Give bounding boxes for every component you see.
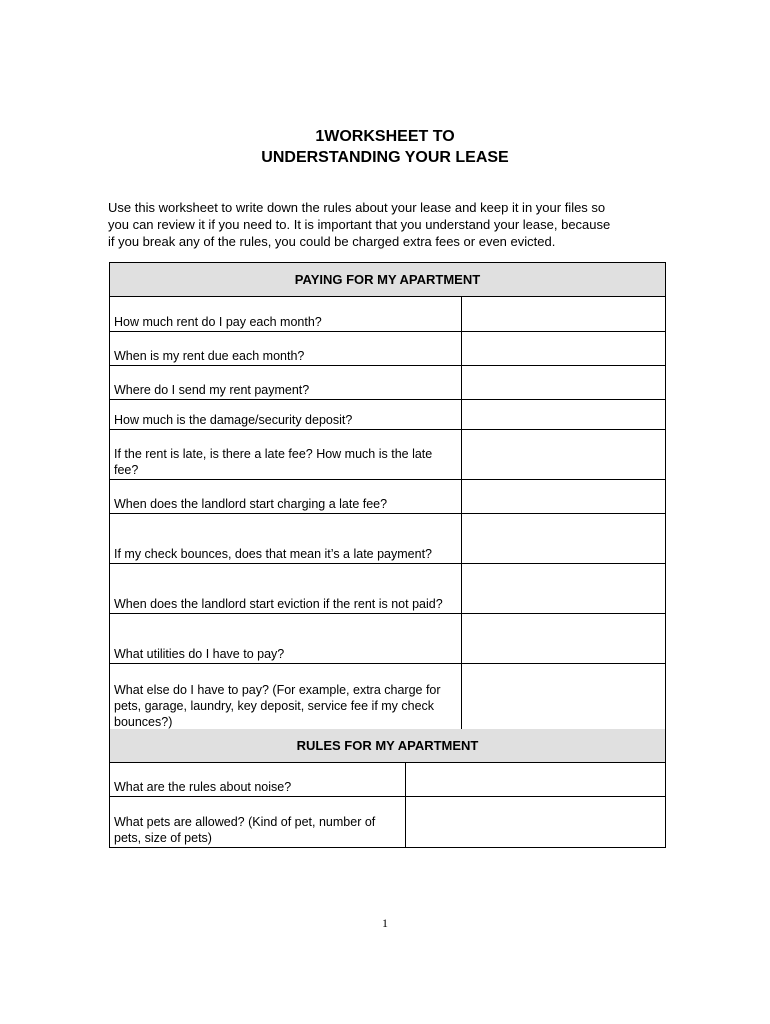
question-cell: What are the rules about noise?: [110, 763, 406, 796]
question-cell: When is my rent due each month?: [110, 332, 462, 365]
table-row: [110, 400, 665, 430]
question-cell: If my check bounces, does that mean it’s a late payment?: [110, 514, 462, 563]
answer-cell[interactable]: [462, 564, 665, 613]
page-number: 1: [382, 916, 388, 930]
paying-section-heading: PAYING FOR MY APARTMENT: [110, 263, 665, 297]
intro-line-2: you can review it if you need to. It is important that you understand your lease, because: [108, 217, 611, 232]
table-row: [110, 430, 665, 480]
intro-line-3: if you break any of the rules, you could be charged extra fees or even evicted.: [108, 234, 556, 249]
answer-cell[interactable]: [462, 366, 665, 399]
answer-cell[interactable]: [406, 763, 665, 796]
answer-cell[interactable]: [462, 480, 665, 513]
question-cell: When does the landlord start eviction if the rent is not paid?: [110, 564, 462, 613]
question-cell: Where do I send my rent payment?: [110, 366, 462, 399]
answer-cell[interactable]: [406, 797, 665, 847]
question-cell: If the rent is late, is there a late fee? How much is the late fee?: [110, 430, 462, 479]
answer-cell[interactable]: [462, 430, 665, 479]
title-line-2: UNDERSTANDING YOUR LEASE: [261, 149, 509, 166]
answer-cell[interactable]: [462, 297, 665, 331]
table-row: [110, 297, 665, 332]
question-cell: What utilities do I have to pay?: [110, 614, 462, 663]
paying-section-table: [109, 262, 666, 732]
page-title: [0, 126, 770, 168]
answer-cell[interactable]: [462, 400, 665, 429]
rules-section-table: [109, 729, 666, 848]
table-row: [110, 366, 665, 400]
title-line-1: 1WORKSHEET TO: [315, 128, 455, 145]
question-cell: What else do I have to pay? (For example, extra charge for pets, garage, laundry, key deposit, service fee if my check bounces?): [110, 664, 462, 731]
answer-cell[interactable]: [462, 514, 665, 563]
answer-cell[interactable]: [462, 664, 665, 731]
intro-paragraph: [108, 199, 668, 250]
rules-section-heading: RULES FOR MY APARTMENT: [110, 729, 665, 763]
answer-cell[interactable]: [462, 614, 665, 663]
table-row: [110, 332, 665, 366]
intro-line-1: Use this worksheet to write down the rules about your lease and keep it in your files so: [108, 200, 606, 215]
table-row: [110, 514, 665, 564]
table-row: [110, 614, 665, 664]
table-row: [110, 763, 665, 797]
table-row: [110, 564, 665, 614]
question-cell: How much is the damage/security deposit?: [110, 400, 462, 429]
question-cell: When does the landlord start charging a late fee?: [110, 480, 462, 513]
question-cell: How much rent do I pay each month?: [110, 297, 462, 331]
table-row: [110, 664, 665, 731]
question-cell: What pets are allowed? (Kind of pet, number of pets, size of pets): [110, 797, 406, 847]
table-row: [110, 797, 665, 847]
answer-cell[interactable]: [462, 332, 665, 365]
table-row: [110, 480, 665, 514]
